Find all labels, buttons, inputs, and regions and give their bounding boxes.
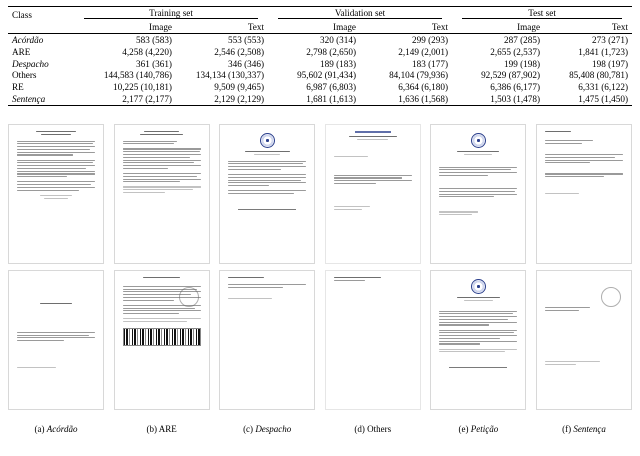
cell: 361 (361)	[136, 58, 172, 69]
cell: 287 (285)	[452, 34, 544, 46]
document-thumbnail-sentenca-2	[536, 270, 632, 410]
cell: 189 (183)	[320, 58, 357, 69]
document-thumbnail-despacho-1	[219, 124, 315, 264]
subheader-val-text: Text	[431, 22, 449, 33]
table-row	[8, 58, 632, 70]
document-sample-grid	[8, 124, 632, 410]
header-group-training: Training set	[74, 7, 268, 22]
document-thumbnail-despacho-2	[219, 270, 315, 410]
cell: 1,841 (1,723)	[578, 46, 629, 57]
cell: 183 (177)	[412, 58, 449, 69]
table-row	[8, 34, 632, 46]
caption-d	[325, 424, 421, 434]
header-group-test: Test set	[452, 7, 632, 22]
cell: 1,681 (1,613)	[268, 93, 360, 105]
cell: 2,546 (2,508)	[214, 46, 265, 57]
cell: 320 (314)	[268, 34, 360, 46]
table-subheader-row	[8, 21, 632, 33]
letterhead-band	[355, 131, 391, 133]
cell: 1,475 (1,450)	[544, 93, 632, 105]
caption-label: Others	[367, 424, 392, 434]
court-seal-icon	[471, 133, 486, 148]
caption-tag: (a)	[34, 424, 45, 434]
caption-tag: (c)	[243, 424, 254, 434]
cell: 6,364 (6,180)	[398, 82, 449, 93]
caption-label: Petição	[470, 424, 499, 434]
table-row	[8, 46, 632, 58]
cell: 2,149 (2,001)	[398, 46, 449, 57]
document-thumbnail-others-1	[325, 124, 421, 264]
cell: 1,503 (1,478)	[452, 93, 544, 105]
cell: 10,225 (10,181)	[113, 82, 172, 93]
cell: 553 (553)	[176, 34, 268, 46]
figure-row-top	[8, 124, 632, 264]
cell: 4,258 (4,220)	[122, 46, 172, 57]
cell: 2,655 (2,537)	[490, 46, 541, 57]
cell: 583 (583)	[74, 34, 176, 46]
cell: 6,386 (6,177)	[490, 82, 541, 93]
row-label: Others	[12, 70, 37, 81]
subheader-train-text: Text	[247, 22, 265, 33]
caption-a	[8, 424, 104, 434]
document-thumbnail-acordao-2	[8, 270, 104, 410]
row-label: RE	[12, 82, 24, 93]
subheader-test-image: Image	[517, 22, 541, 33]
cell: 198 (197)	[592, 58, 629, 69]
cell: 273 (271)	[544, 34, 632, 46]
cell: 92,529 (87,902)	[481, 70, 541, 81]
row-label: ARE	[12, 46, 31, 57]
cell: 2,798 (2,650)	[306, 46, 357, 57]
court-seal-icon	[260, 133, 275, 148]
court-seal-icon	[471, 279, 486, 294]
header-group-validation: Validation set	[268, 7, 452, 22]
document-thumbnail-peticao-2	[430, 270, 526, 410]
cell: 95,602 (91,434)	[297, 70, 357, 81]
cell: 6,331 (6,122)	[578, 82, 629, 93]
cell: 299 (293)	[360, 34, 452, 46]
caption-tag: (d)	[354, 424, 365, 434]
dataset-statistics-table	[8, 6, 632, 106]
cell: 9,509 (9,465)	[214, 82, 265, 93]
cell: 134,134 (130,337)	[195, 70, 265, 81]
cell: 85,408 (80,781)	[569, 70, 629, 81]
document-thumbnail-are-2	[114, 270, 210, 410]
caption-label: Despacho	[255, 424, 292, 434]
caption-label: Acórdão	[46, 424, 78, 434]
caption-label: Sentença	[573, 424, 606, 434]
caption-e	[430, 424, 526, 434]
cell: 346 (346)	[228, 58, 265, 69]
header-class: Class	[8, 7, 74, 22]
table-row	[8, 93, 632, 105]
cell: 2,129 (2,129)	[176, 93, 268, 105]
document-thumbnail-peticao-1	[430, 124, 526, 264]
caption-tag: (e)	[458, 424, 469, 434]
cell: 144,583 (140,786)	[103, 70, 172, 81]
caption-label: ARE	[158, 424, 177, 434]
subheader-train-image: Image	[149, 22, 172, 33]
caption-tag: (b)	[146, 424, 157, 434]
cell: 2,177 (2,177)	[74, 93, 176, 105]
subheader-val-image: Image	[333, 22, 357, 33]
document-thumbnail-acordao-1	[8, 124, 104, 264]
signature-line	[238, 199, 296, 210]
cell: 6,987 (6,803)	[306, 82, 357, 93]
document-thumbnail-others-2	[325, 270, 421, 410]
round-stamp-icon	[601, 287, 621, 307]
cell: 84,104 (79,936)	[389, 70, 449, 81]
table-row	[8, 69, 632, 81]
document-thumbnail-are-1	[114, 124, 210, 264]
document-thumbnail-sentenca-1	[536, 124, 632, 264]
figure-captions	[8, 424, 632, 434]
row-label: Acórdão	[8, 34, 74, 46]
cell: 199 (198)	[504, 58, 541, 69]
table-row	[8, 81, 632, 93]
caption-c	[219, 424, 315, 434]
table-group-header-row	[8, 7, 632, 22]
caption-tag: (f)	[562, 424, 572, 434]
caption-b	[114, 424, 210, 434]
row-label: Despacho	[12, 58, 49, 69]
cell: 1,636 (1,568)	[360, 93, 452, 105]
round-stamp-icon	[179, 287, 199, 307]
subheader-test-text: Text	[611, 22, 629, 33]
caption-f	[536, 424, 632, 434]
barcode-icon	[123, 328, 201, 346]
signature-line	[449, 357, 507, 368]
figure-row-bottom	[8, 270, 632, 410]
row-label: Sentença	[8, 93, 74, 105]
